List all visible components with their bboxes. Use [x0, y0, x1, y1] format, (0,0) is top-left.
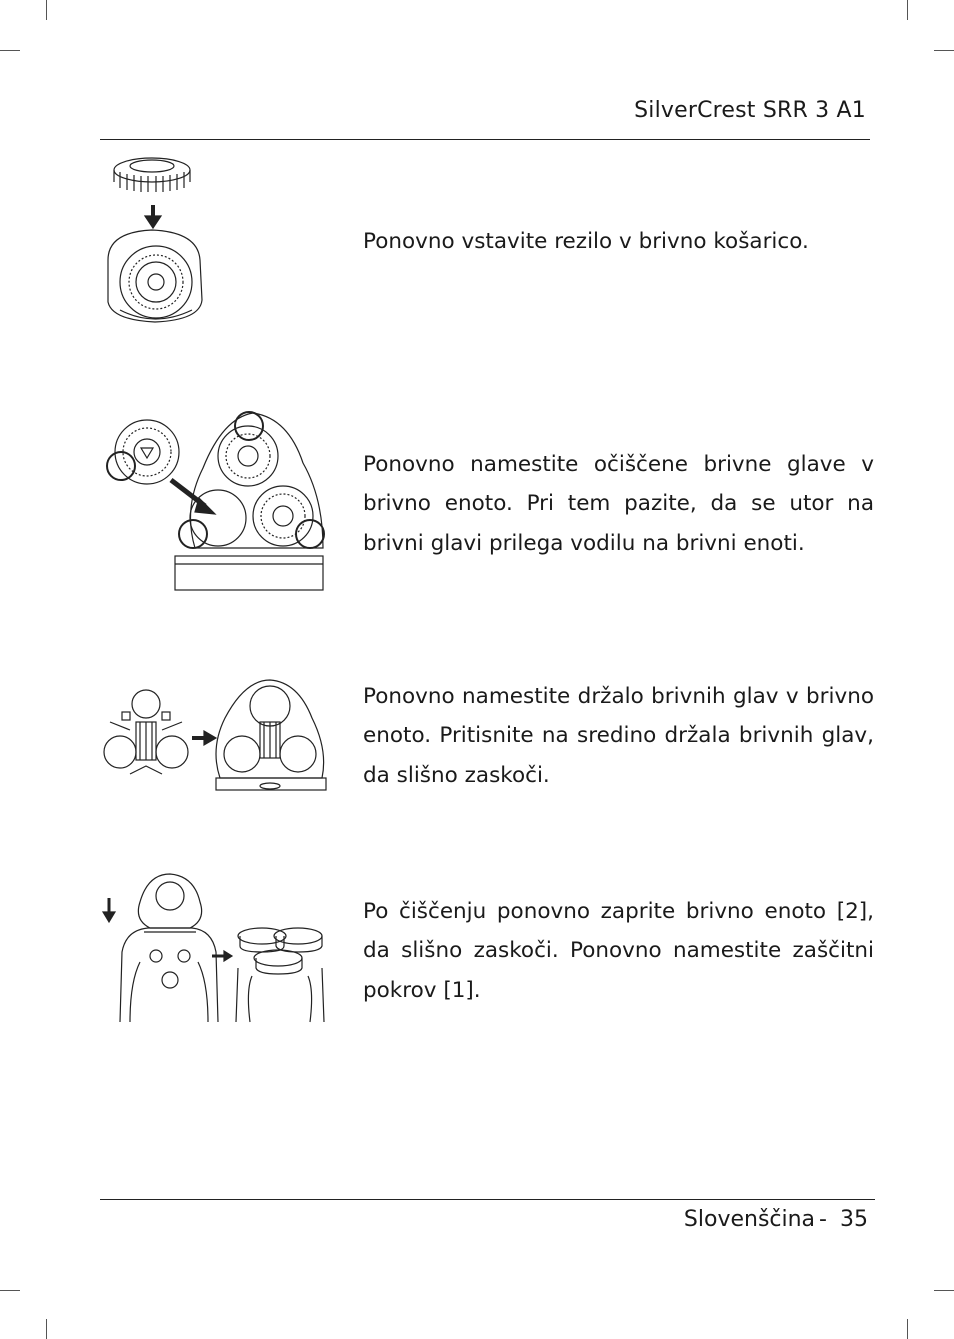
crop-mark [934, 1290, 954, 1291]
page-header-title: SilverCrest SRR 3 A1 [634, 98, 866, 123]
crop-mark [907, 1319, 908, 1339]
step-4-text: Po čiščenju ponovno zaprite brivno enoto [2], da slišno zaskoči. Ponovno namestite zaščitni pokrov [1]. [363, 899, 874, 1003]
crop-mark [0, 1290, 20, 1291]
crop-mark [907, 0, 908, 20]
crop-mark [46, 1319, 47, 1339]
footer-language: Slovenščina [683, 1207, 816, 1232]
step-2-illustration [103, 408, 329, 594]
page-number: 35 [840, 1207, 868, 1232]
step-1-illustration [100, 150, 210, 330]
page-footer [684, 1207, 868, 1232]
step-4-illustration [100, 872, 330, 1024]
footer-separator: - [819, 1207, 827, 1232]
step-3-text: Ponovno namestite držalo brivnih glav v brivno enoto. Pritisnite na sredino držala brivnih glav, da slišno zaskoči. [363, 684, 874, 788]
header-rule [100, 139, 870, 140]
step-3-illustration [100, 678, 330, 792]
step-2-text: Ponovno namestite očiščene brivne glave v brivno enoto. Pri tem pazite, da se utor na brivni glavi prilega vodilu na brivni enoti. [363, 452, 874, 556]
footer-rule [100, 1199, 875, 1200]
crop-mark [934, 50, 954, 51]
step-1-text: Ponovno vstavite rezilo v brivno košarico. [363, 229, 809, 254]
crop-mark [46, 0, 47, 20]
crop-mark [0, 50, 20, 51]
